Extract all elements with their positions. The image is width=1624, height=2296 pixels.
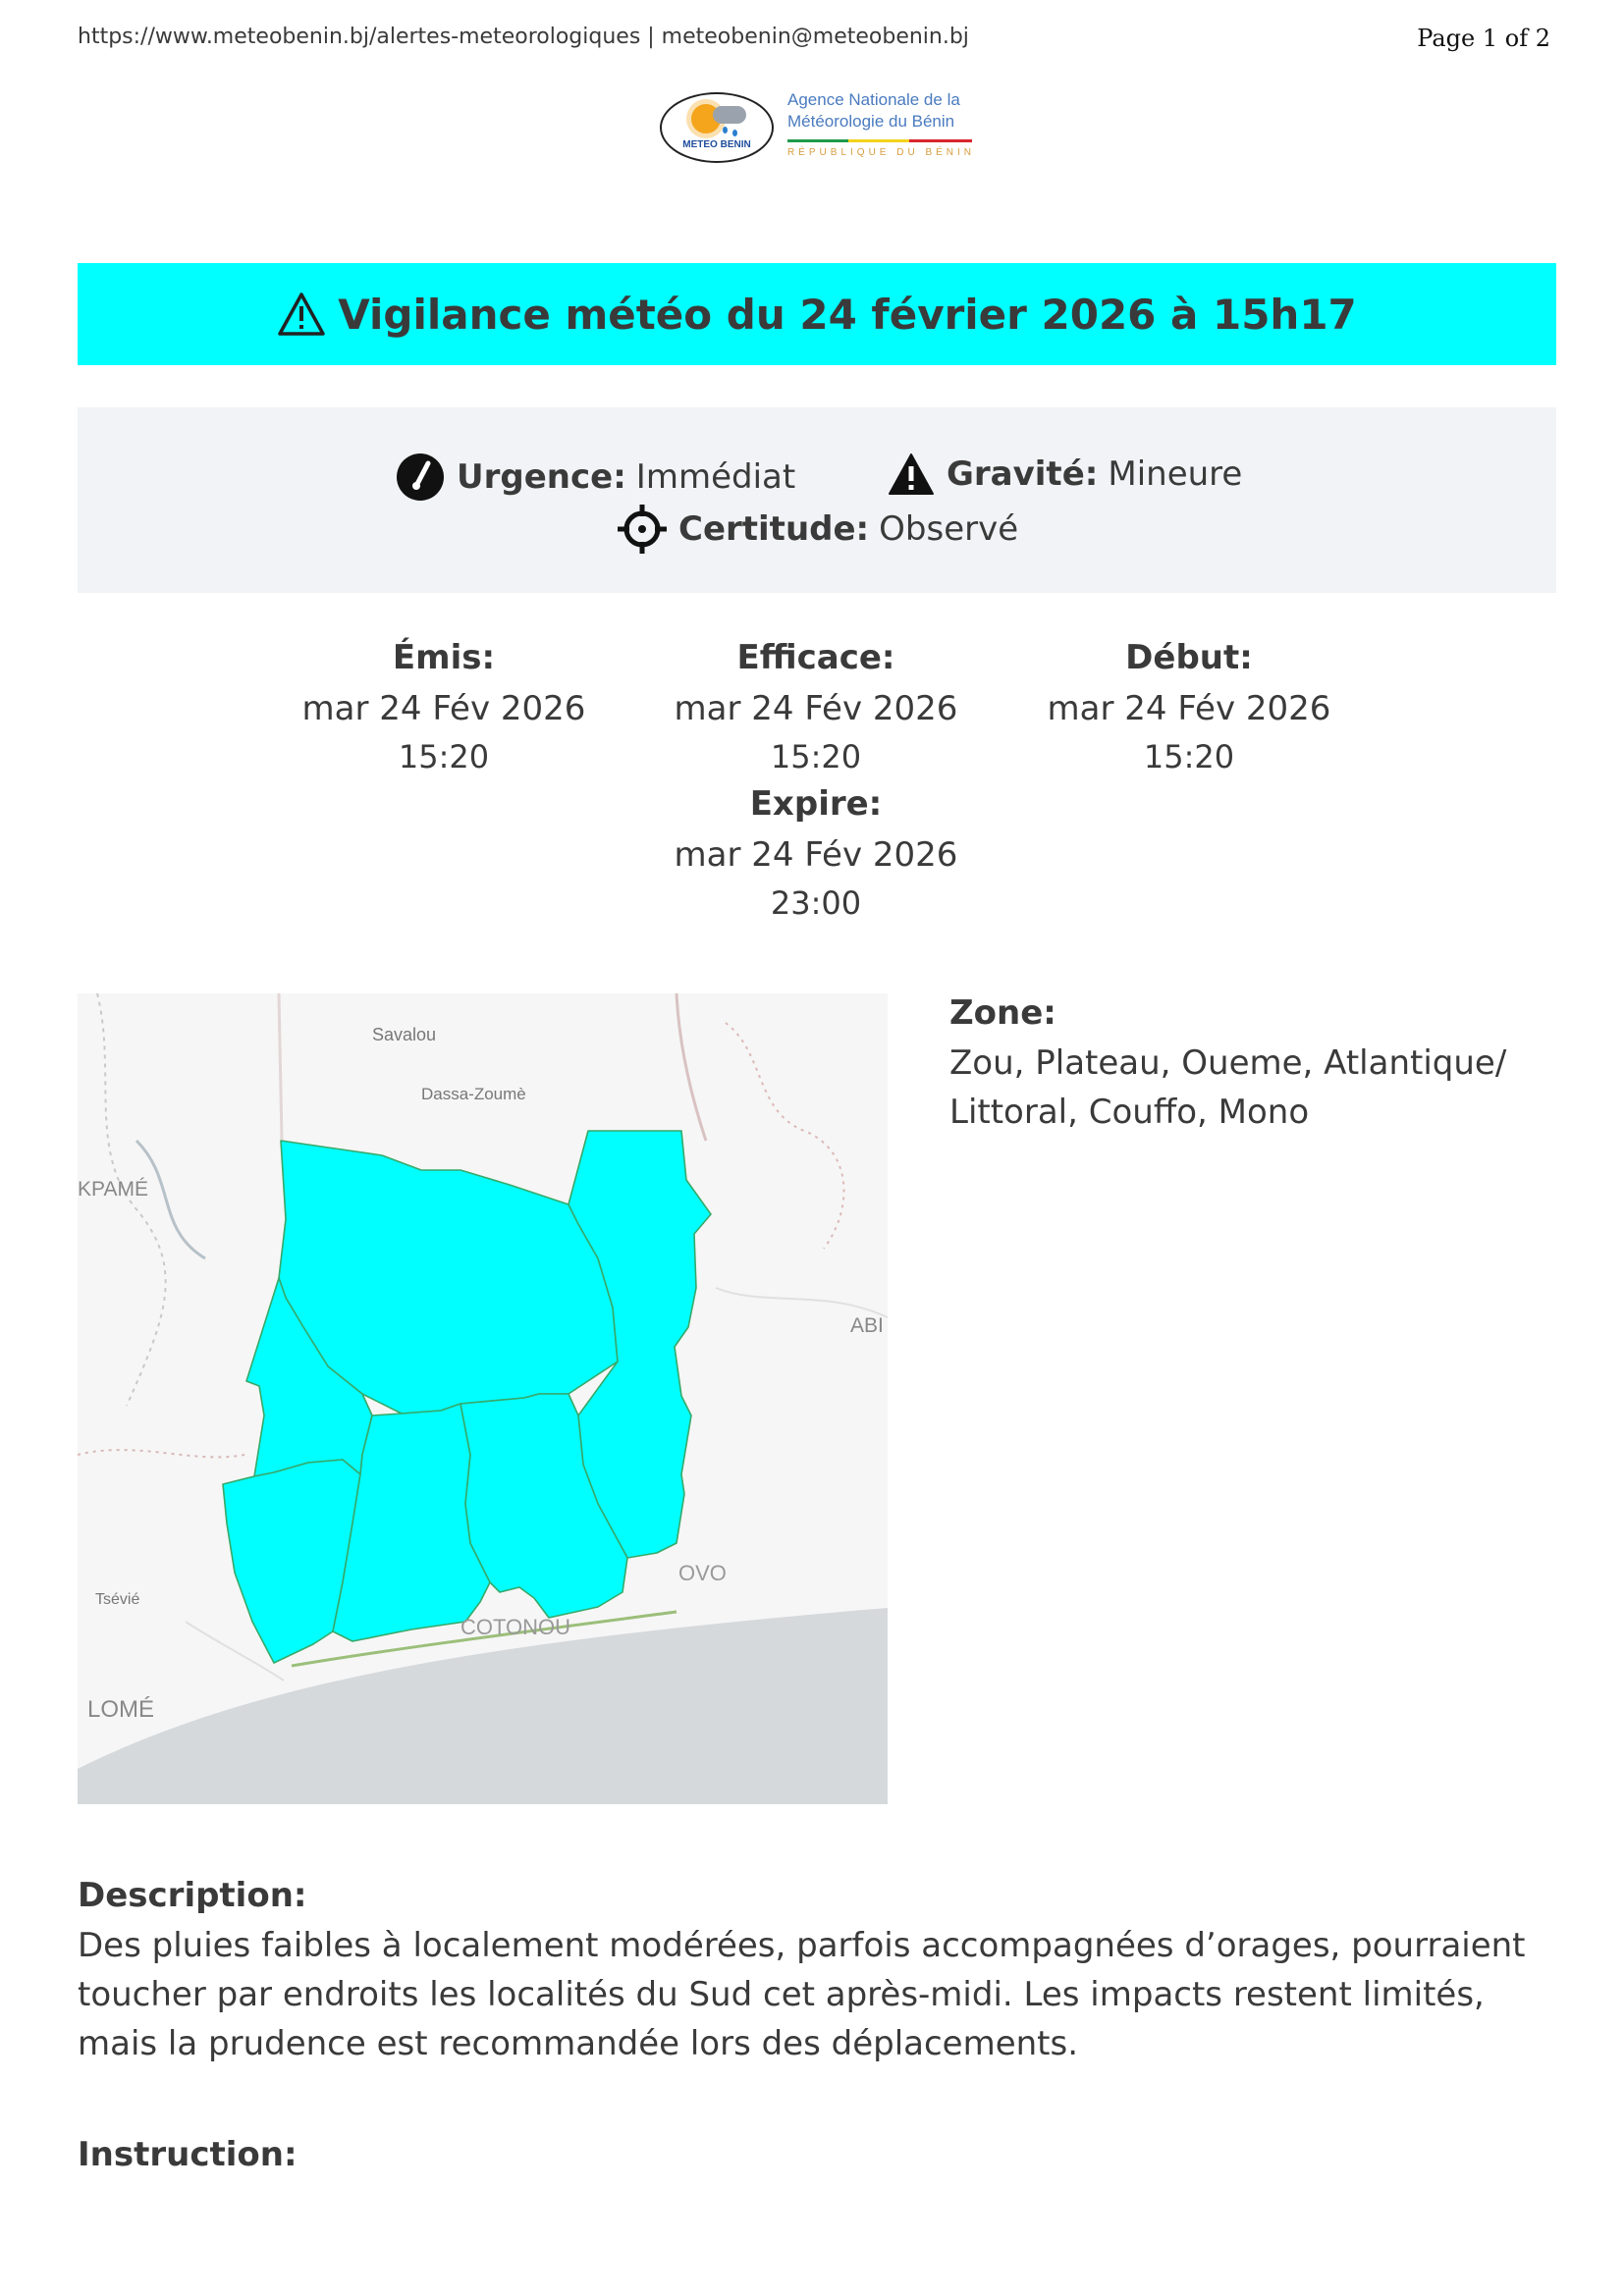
effective-label: Efficace: [736,638,895,677]
map-label-cotonou: COTONOU [460,1615,571,1639]
effective-date: mar 24 Fév 2026 [674,689,958,728]
sent-date-block [267,638,621,775]
description-label: Description: [78,1876,307,1915]
map-label-lome: LOMÉ [87,1696,155,1723]
flag-colors-rule [787,139,972,142]
certainty-label: Certitude: [678,509,870,549]
sent-date: mar 24 Fév 2026 [301,689,586,728]
logo-emblem-text: METEO BENIN [682,139,751,150]
urgency-attribute [396,453,795,502]
zone-label: Zone: [949,993,1056,1033]
map-label-abi: ABI [850,1314,884,1337]
gauge-icon [396,453,445,502]
effective-time: 15:20 [770,738,862,775]
expires-date-block [639,784,993,922]
onset-date: mar 24 Fév 2026 [1047,689,1331,728]
source-url-line: https://www.meteobenin.bj/alertes-meteorologiques | meteobenin@meteobenin.bj [78,25,969,49]
alert-zone-map [78,993,888,1804]
onset-label: Début: [1125,638,1253,677]
agency-logo [660,88,984,169]
expires-label: Expire: [749,784,883,824]
republic-label: RÉPUBLIQUE DU BÉNIN [787,147,976,158]
alert-title: Vigilance météo du 24 février 2026 à 15h17 [338,290,1357,339]
alert-attributes-panel [78,407,1556,593]
sent-label: Émis: [392,638,496,677]
alert-title-banner [78,263,1556,365]
crosshair-icon [618,505,667,554]
certainty-attribute [618,505,1018,554]
sent-time: 15:20 [398,738,490,775]
severity-attribute [888,453,1242,496]
expires-time: 23:00 [770,884,862,922]
urgency-value: Immédiat [635,457,796,497]
instruction-label: Instruction: [78,2135,298,2174]
warning-filled-icon [888,453,935,496]
description-text: Des pluies faibles à localement modérées, parfois accompagnées d’orages, pourraient toucher par endroits les localités du Sud cet après-midi. Les impacts restent limités, mais la prudence est recommandée lors des déplacements. [78,1926,1526,2063]
raindrop-icon [723,127,728,133]
expires-date: mar 24 Fév 2026 [674,835,958,875]
map-label-dassa: Dassa-Zoumè [421,1085,526,1103]
urgency-label: Urgence: [457,457,626,497]
agency-name-line2: Météorologie du Bénin [787,112,955,131]
onset-time: 15:20 [1143,738,1235,775]
severity-label: Gravité: [947,454,1099,494]
logo-emblem [660,92,774,163]
certainty-value: Observé [879,509,1019,549]
warning-triangle-icon [277,292,326,337]
zone-value: Zou, Plateau, Oueme, Atlantique/ Littoral, Couffo, Mono [949,1043,1507,1132]
onset-date-block [1012,638,1366,775]
map-label-savalou: Savalou [372,1025,437,1044]
effective-date-block [639,638,993,775]
cloud-icon [713,106,746,124]
map-label-tsevie: Tsévié [95,1591,140,1608]
agency-name-line1: Agence Nationale de la [787,90,960,109]
map-label-novo: OVO [678,1561,727,1585]
page-number: Page 1 of 2 [1417,25,1550,52]
severity-value: Mineure [1108,454,1243,494]
raindrop-icon [732,130,737,136]
map-label-kpame: KPAMÉ [78,1178,148,1201]
